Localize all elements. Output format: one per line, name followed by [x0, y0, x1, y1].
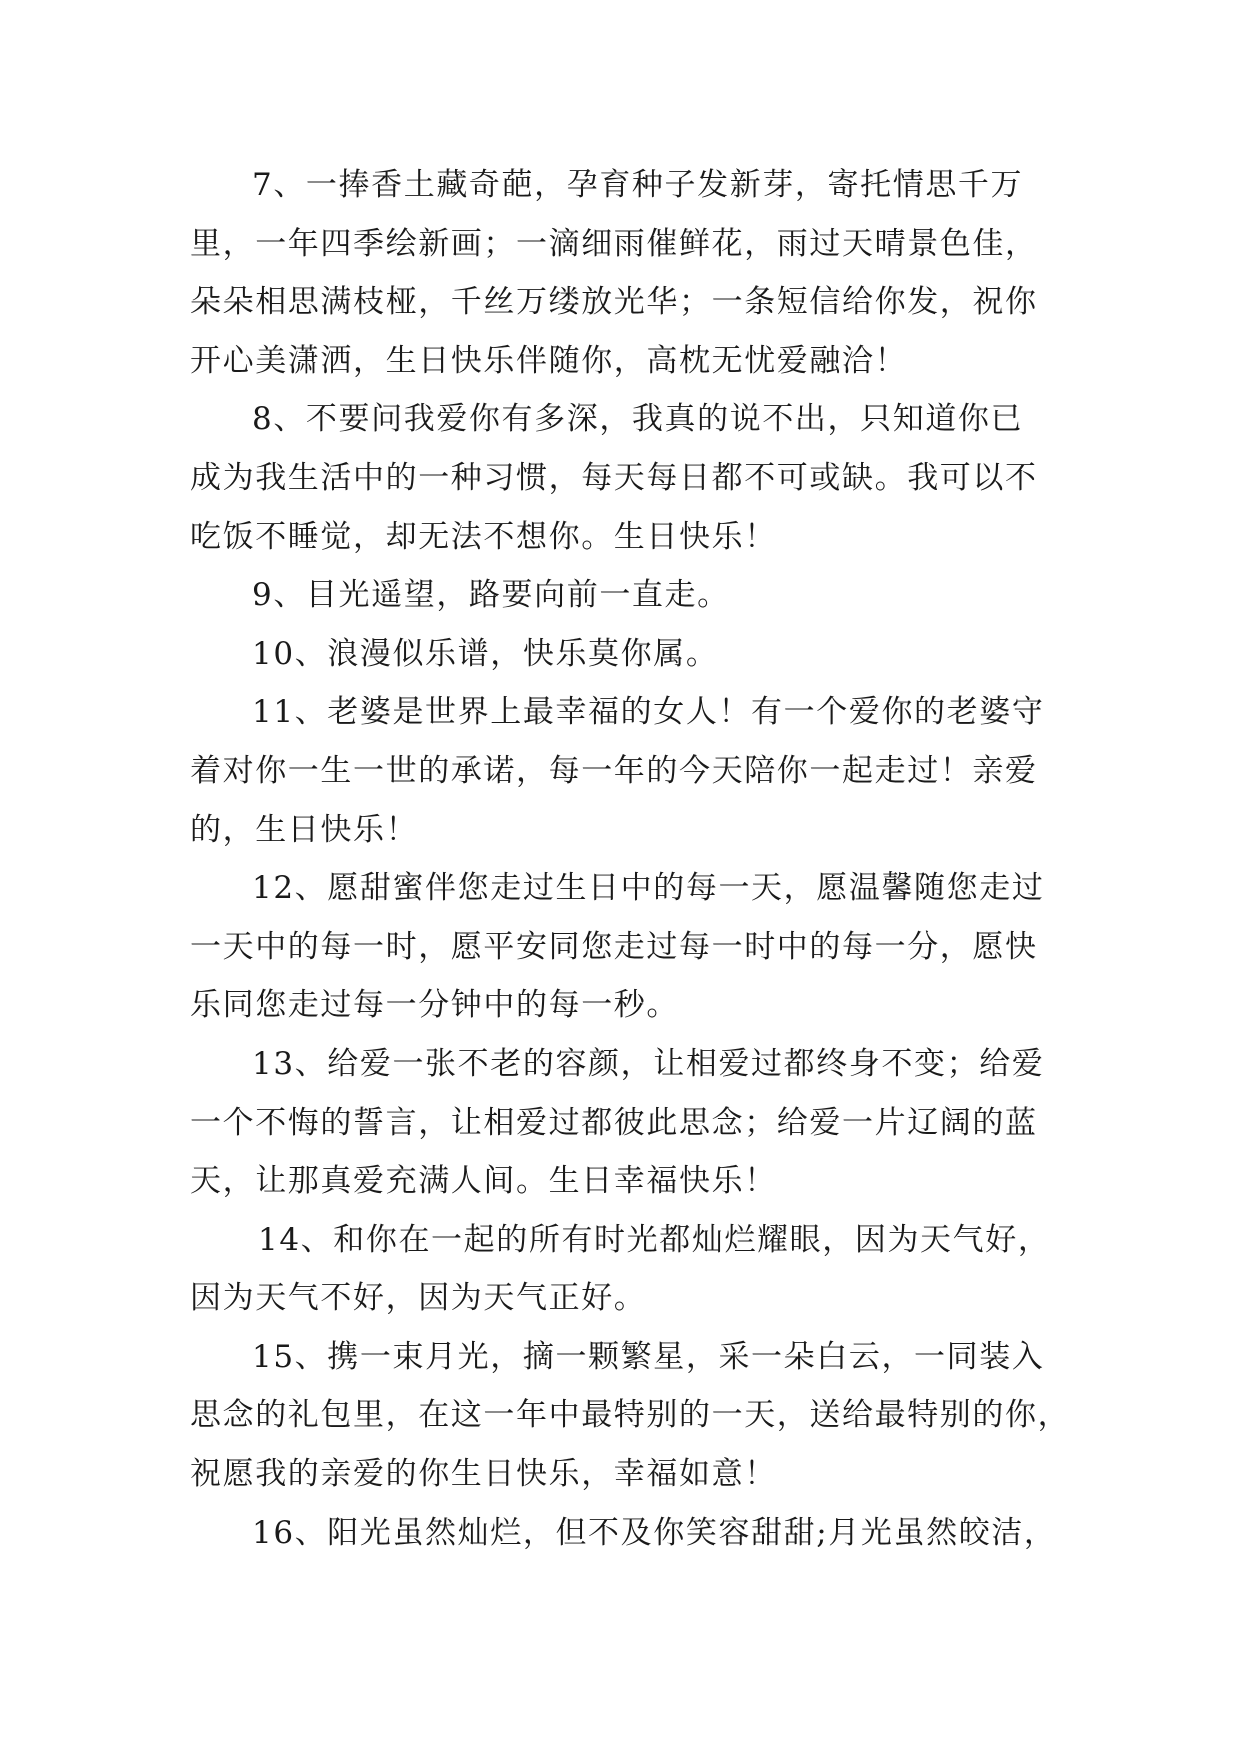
text-line: 的，生日快乐！ [190, 811, 419, 848]
text-line: 16、阳光虽然灿烂，但不及你笑容甜甜;月光虽然皎洁， [252, 1514, 1057, 1551]
text-line: 7、一捧香土藏奇葩，孕育种子发新芽，寄托情思千万 [252, 167, 1024, 203]
text-line: 一个不悔的誓言，让相爱过都彼此思念；给爱一片辽阔的蓝 [190, 1104, 1038, 1141]
text-line: 13、给爱一张不老的容颜，让相爱过都终身不变；给爱 [252, 1045, 1045, 1082]
paragraph-12 [190, 859, 1060, 1035]
text-line: 乐同您走过每一分钟中的每一秒。 [190, 987, 679, 1024]
text-line: 思念的礼包里，在这一年中最特别的一天，送给最特别的你， [190, 1397, 1071, 1434]
text-line: 天，让那真爱充满人间。生日幸福快乐！ [190, 1163, 777, 1200]
paragraph-16 [190, 1504, 1060, 1563]
text-line: 8、不要问我爱你有多深，我真的说不出，只知道你已 [252, 401, 1024, 438]
text-line: 9、目光遥望，路要向前一直走。 [252, 577, 730, 614]
text-line: 里，一年四季绘新画；一滴细雨催鲜花，雨过天晴景色佳， [190, 225, 1038, 262]
text-line: 12、愿甜蜜伴您走过生日中的每一天，愿温馨随您走过 [252, 870, 1045, 907]
paragraph-7 [190, 156, 1060, 390]
paragraph-10 [190, 625, 1060, 684]
text-line: 10、浪漫似乐谱，快乐莫你属。 [252, 635, 719, 672]
text-line: 吃饭不睡觉，却无法不想你。生日快乐！ [190, 518, 777, 555]
document-body [190, 156, 1071, 1562]
text-line: 祝愿我的亲爱的你生日快乐，幸福如意！ [190, 1456, 777, 1493]
paragraph-8 [190, 390, 1060, 566]
text-line: 一天中的每一时，愿平安同您走过每一时中的每一分，愿快 [190, 928, 1038, 965]
text-line: 开心美潇洒，生日快乐伴随你，高枕无忧爱融洽！ [190, 342, 908, 379]
text-line: 14、和你在一起的所有时光都灿烂耀眼，因为天气好， [258, 1221, 1051, 1258]
text-line: 因为天气不好，因为天气正好。 [190, 1280, 647, 1317]
text-line: 朵朵相思满枝桠，千丝万缕放光华；一条短信给你发，祝你 [190, 284, 1038, 321]
text-line: 11、老婆是世界上最幸福的女人！有一个爱你的老婆守 [252, 694, 1045, 731]
paragraph-14 [190, 1211, 1060, 1328]
text-line: 15、携一束月光，摘一颗繁星，采一朵白云，一同装入 [252, 1338, 1045, 1375]
paragraph-9 [190, 566, 1060, 625]
paragraph-11 [190, 683, 1060, 859]
paragraph-13 [190, 1035, 1060, 1211]
text-line: 着对你一生一世的承诺，每一年的今天陪你一起走过！亲爱 [190, 752, 1038, 789]
paragraph-15 [190, 1328, 1071, 1504]
text-line: 成为我生活中的一种习惯，每天每日都不可或缺。我可以不 [190, 459, 1038, 496]
